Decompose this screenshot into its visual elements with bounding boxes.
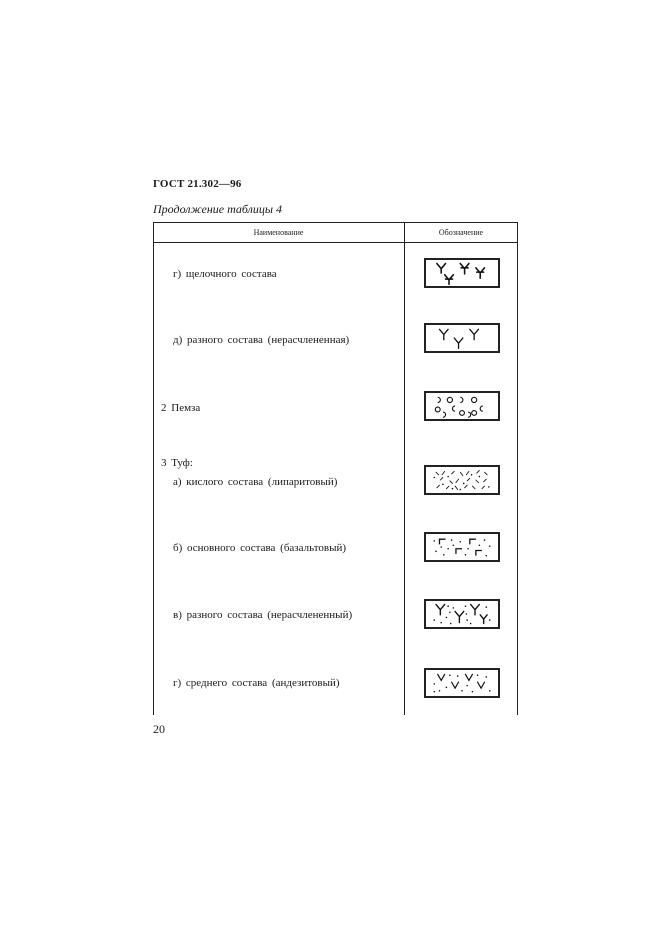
- alkaline-composition-symbol: [424, 258, 500, 288]
- tuff-mixed-pattern-icon: [426, 601, 498, 627]
- page-number: 20: [153, 722, 165, 736]
- row-label-tuff-basaltic: б) основного состава (базальтовый): [173, 542, 347, 554]
- pumice-pattern-icon: [426, 393, 498, 419]
- pumice-symbol: [424, 391, 500, 421]
- row-label-alkaline: г) щелочного состава: [173, 268, 277, 280]
- table-left-border: [153, 222, 154, 715]
- table-header-divider: [153, 242, 517, 243]
- table-top-border: [153, 222, 517, 223]
- tuff-andesitic-symbol: [424, 668, 500, 698]
- column-header-symbol: Обозначение: [438, 228, 484, 237]
- row-label-pumice: 2 Пемза: [161, 402, 201, 414]
- tuff-andesitic-pattern-icon: [426, 670, 498, 696]
- row-label-tuff-acidic: а) кислого состава (липаритовый): [173, 476, 338, 488]
- row-label-mixed: д) разного состава (нерасчлененная): [173, 334, 350, 346]
- tuff-basaltic-symbol: [424, 532, 500, 562]
- tuff-acidic-symbol: [424, 465, 500, 495]
- tuff-mixed-symbol: [424, 599, 500, 629]
- row-label-tuff-andesitic: г) среднего состава (андезитовый): [173, 677, 340, 689]
- mixed-composition-symbol: [424, 323, 500, 353]
- row-label-tuff: 3 Туф:: [161, 457, 193, 469]
- legend-table: [153, 222, 518, 715]
- alkaline-pattern-icon: [426, 260, 498, 286]
- mixed-pattern-icon: [426, 325, 498, 351]
- table-column-divider: [404, 222, 405, 715]
- document-code: ГОСТ 21.302—96: [153, 178, 242, 190]
- table-continuation-caption: Продолжение таблицы 4: [153, 202, 283, 216]
- table-right-border: [517, 222, 518, 715]
- column-header-name: Наименование: [253, 228, 304, 237]
- tuff-basaltic-pattern-icon: [426, 534, 498, 560]
- row-label-tuff-mixed: в) разного состава (нерасчлененный): [173, 609, 353, 621]
- tuff-acidic-pattern-icon: [426, 467, 498, 493]
